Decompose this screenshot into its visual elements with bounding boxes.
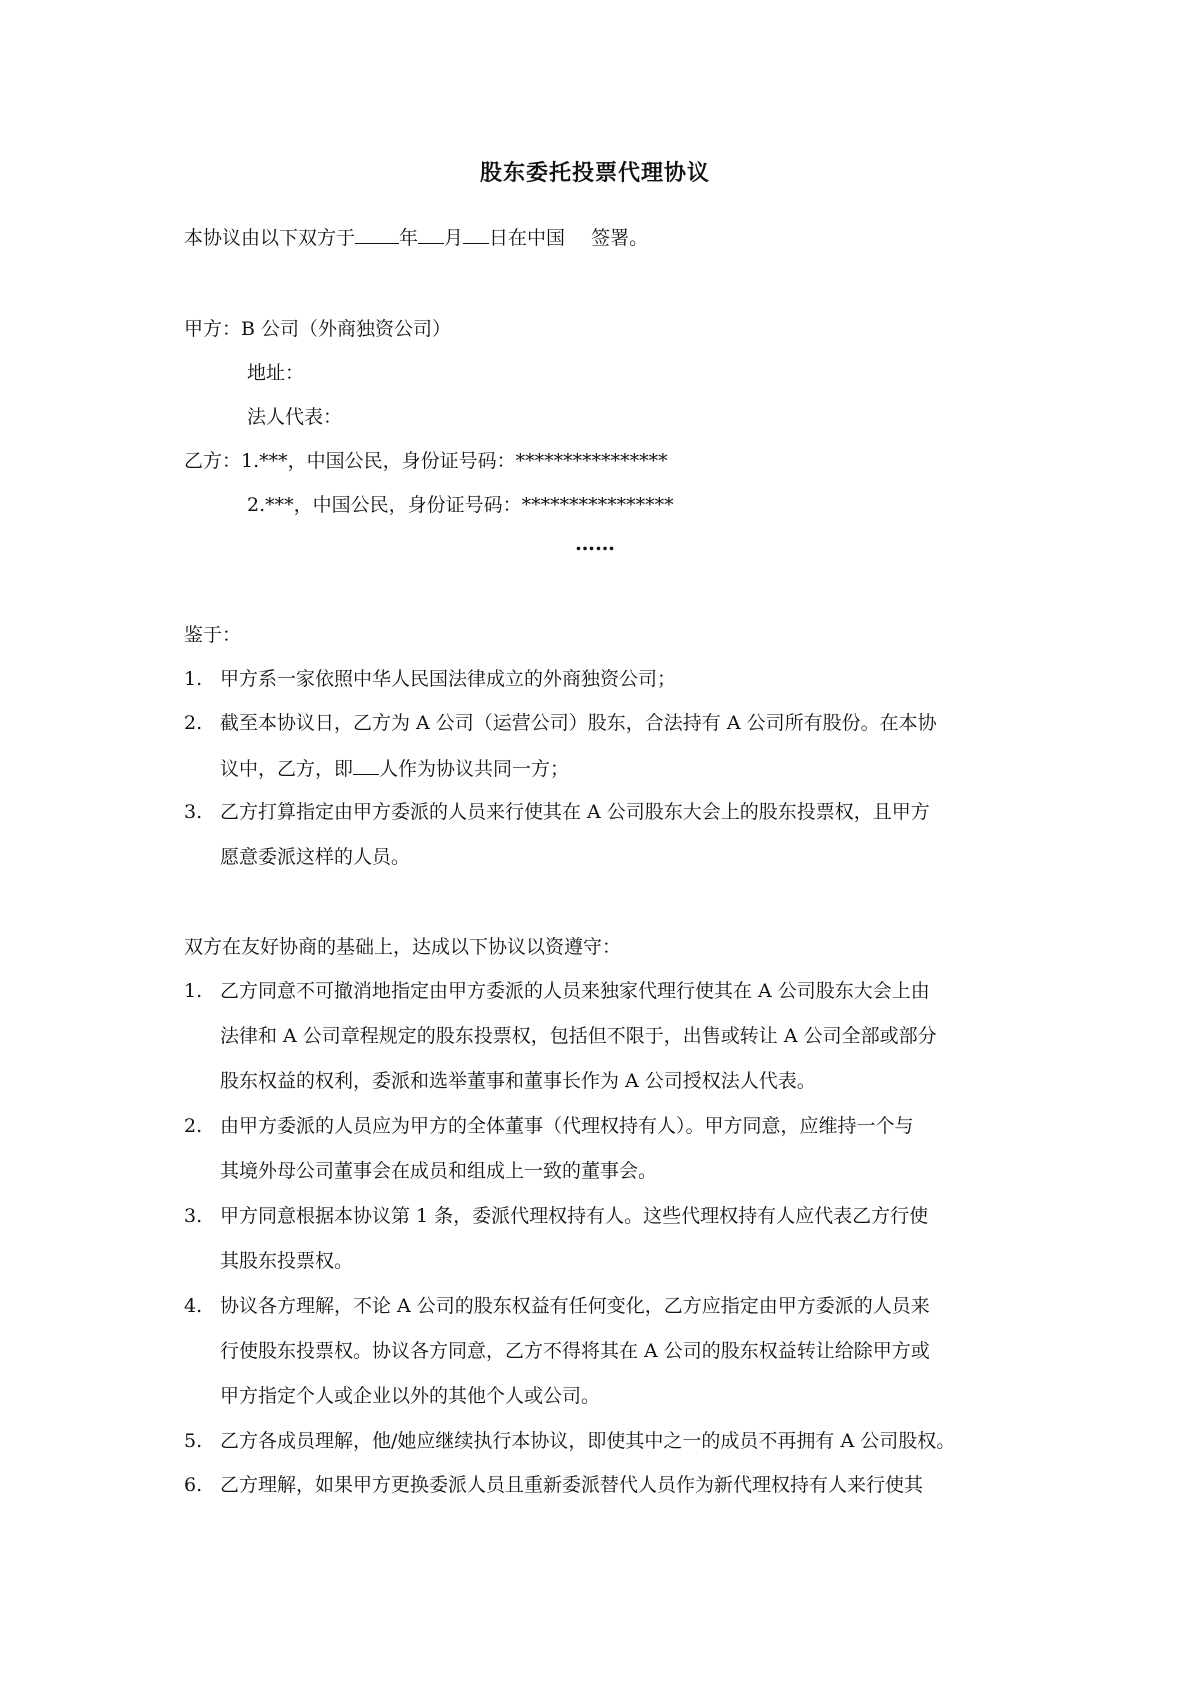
agreement-item-4-line-3: 甲方指定个人或企业以外的其他个人或公司。 [220,1385,601,1407]
party-b-ellipsis: …… [575,531,615,555]
party-name-blank [353,756,379,775]
whereas-item-2-line-2b: 人作为协议共同一方； [379,758,570,780]
agreement-item-3-number: 3. [184,1205,203,1227]
whereas-item-3-number: 3. [184,801,203,823]
whereas-item-1-line-1: 甲方系一家依照中华人民国法律成立的外商独资公司； [220,668,677,690]
agreement-item-1-number: 1. [184,980,203,1002]
agreement-item-4-number: 4. [184,1295,203,1317]
document-title: 股东委托投票代理协议 [479,160,710,186]
agreement-item-3-line-2: 其股东投票权。 [220,1250,354,1272]
whereas-item-3-line-2: 愿意委派这样的人员。 [220,846,411,868]
agreement-item-3-line-1: 甲方同意根据本协议第 1 条，委派代理权持有人。这些代理权持有人应代表乙方行使 [220,1205,929,1227]
agreement-item-4-line-2: 行使股东投票权。协议各方同意，乙方不得将其在 A 公司的股东权益转让给除甲方或 [220,1340,930,1362]
agreement-item-5-line-1: 乙方各成员理解，他/她应继续执行本协议，即使其中之一的成员不再拥有 A 公司股权。 [220,1430,956,1452]
party-b-label: 乙方： [184,450,242,472]
party-b-member-1: 1.***，中国公民，身份证号码：**************** [241,450,668,472]
intro-prefix: 本协议由以下双方于 [184,227,356,249]
year-blank [355,225,399,244]
party-b-member-2: 2.***，中国公民，身份证号码：**************** [247,494,674,516]
intro-line [184,225,648,250]
whereas-heading: 鉴于： [184,624,242,646]
party-a-legal-rep: 法人代表： [247,406,343,428]
intro-day: 日在中国 [489,227,566,249]
whereas-item-2-line-2a: 议中，乙方，即 [220,758,354,780]
agreement-item-6-line-1: 乙方理解，如果甲方更换委派人员且重新委派替代人员作为新代理权持有人来行使其 [220,1474,924,1496]
agreement-item-6-number: 6. [184,1474,203,1496]
day-blank [463,225,489,244]
intro-year: 年 [399,227,419,249]
agreement-item-1-line-3: 股东权益的权利，委派和选举董事和董事长作为 A 公司授权法人代表。 [220,1070,816,1092]
agreement-item-4-line-1: 协议各方理解，不论 A 公司的股东权益有任何变化，乙方应指定由甲方委派的人员来 [220,1295,930,1317]
agreement-item-2-line-2: 其境外母公司董事会在成员和组成上一致的董事会。 [220,1160,658,1182]
party-a-address: 地址： [247,362,305,384]
month-blank [418,225,444,244]
agreement-item-2-line-1: 由甲方委派的人员应为甲方的全体董事（代理权持有人）。甲方同意，应维持一个与 [220,1115,914,1137]
agreement-heading: 双方在友好协商的基础上，达成以下协议以资遵守： [184,936,622,958]
whereas-item-2-line-1: 截至本协议日，乙方为 A 公司（运营公司）股东，合法持有 A 公司所有股份。在本协 [220,712,937,734]
whereas-item-1-number: 1. [184,668,203,690]
agreement-item-5-number: 5. [184,1430,203,1452]
intro-month: 月 [444,227,464,249]
party-a-label: 甲方：B 公司（外商独资公司） [184,318,452,340]
whereas-item-2-line-2 [220,756,1020,781]
agreement-item-2-number: 2. [184,1115,203,1137]
agreement-item-1-line-2: 法律和 A 公司章程规定的股东投票权，包括但不限于，出售或转让 A 公司全部或部分 [220,1025,937,1047]
intro-suffix: 签署。 [591,227,649,249]
whereas-item-3-line-1: 乙方打算指定由甲方委派的人员来行使其在 A 公司股东大会上的股东投票权，且甲方 [220,801,930,823]
party-b-row-1 [184,449,668,473]
whereas-item-2-number: 2. [184,712,203,734]
agreement-item-1-line-1: 乙方同意不可撤消地指定由甲方委派的人员来独家代理行使其在 A 公司股东大会上由 [220,980,930,1002]
